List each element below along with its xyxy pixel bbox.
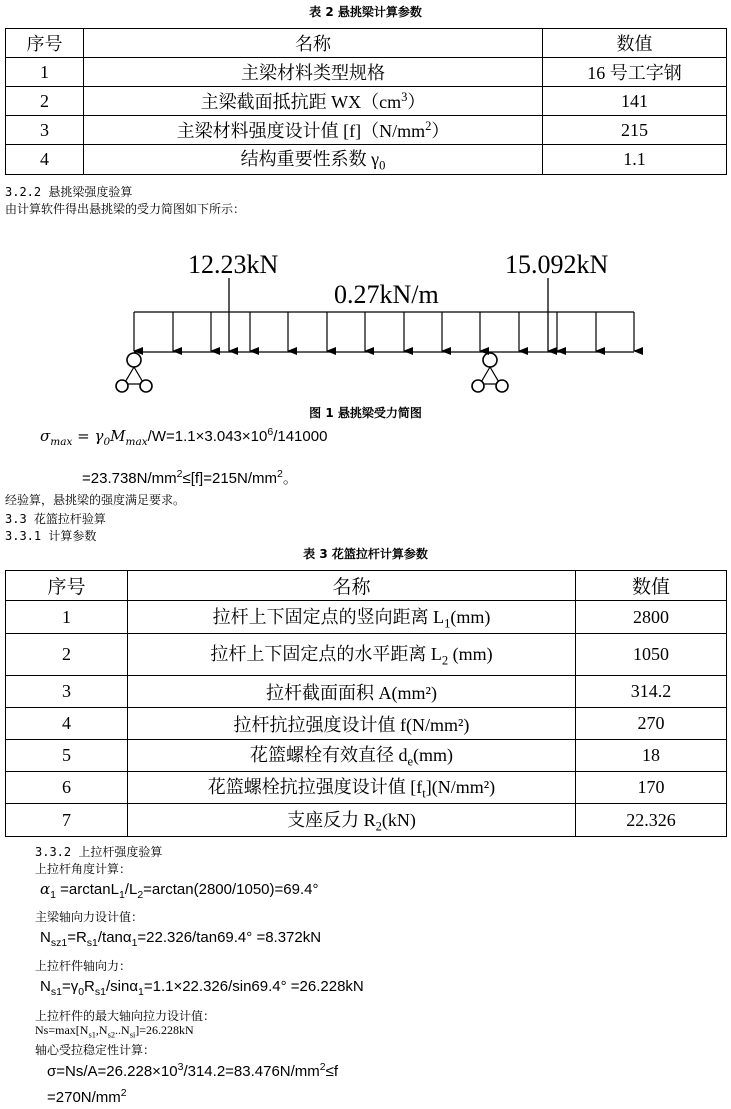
- stab-c: ≤f: [325, 1063, 339, 1080]
- angle-c-sub: 2: [137, 889, 144, 901]
- row-name-text: 主梁材料强度设计值 [f]（N/mm: [176, 121, 426, 141]
- rod-d-sub: 1: [138, 986, 144, 998]
- stab-line2: =270N/mm: [47, 1089, 121, 1106]
- rod-c-sub: s1: [94, 986, 106, 998]
- row-name-tail: (mm): [450, 606, 491, 627]
- max-formula: [35, 1023, 194, 1039]
- row-name: [128, 601, 576, 634]
- rod-c: R: [84, 978, 95, 995]
- axial-c-sub: 1: [131, 937, 138, 949]
- table-row: [6, 708, 727, 740]
- left-support: [116, 353, 152, 392]
- max-c-sub: si: [129, 1030, 136, 1040]
- max-c: ..N: [115, 1023, 130, 1037]
- rod-a-sub: s1: [50, 986, 62, 998]
- gamma-sub: 0: [103, 436, 111, 448]
- stress-result-sup2: 2: [277, 468, 283, 480]
- moment-symbol: M: [110, 427, 126, 445]
- row-name-tail: ）: [407, 92, 426, 112]
- row-name-text: 结构重要性系数 γ: [240, 149, 380, 169]
- axial-a: N: [40, 929, 51, 946]
- distributed-load-arrows: [134, 312, 634, 351]
- row-no: 2: [6, 87, 84, 116]
- row-no: 7: [6, 804, 128, 837]
- row-name-tail: ](N/mm²): [425, 777, 496, 798]
- row-name-sub: e: [407, 754, 414, 769]
- stability-formula: [47, 1061, 338, 1080]
- table2: [5, 28, 727, 175]
- header-name: 名称: [84, 29, 543, 58]
- stab-b-sup: 2: [319, 1061, 326, 1073]
- rod-d: /sinα: [105, 978, 138, 995]
- table-row: [6, 87, 727, 116]
- row-value: 16 号工字钢: [543, 58, 727, 87]
- rod-label: 上拉杆件轴向力：: [35, 959, 132, 973]
- rod-formula: [40, 978, 364, 998]
- row-name: 拉杆抗拉强度设计值 f(N/mm²): [128, 708, 576, 740]
- row-name: [84, 87, 543, 116]
- header-value: 数值: [543, 29, 727, 58]
- stress-pow: 6: [267, 426, 274, 438]
- stress-tail: /141000: [273, 428, 328, 445]
- row-name-text: 花篮螺栓抗拉强度设计值 [f: [207, 777, 423, 798]
- row-no: 3: [6, 676, 128, 708]
- row-no: 1: [6, 601, 128, 634]
- row-no: 4: [6, 145, 84, 175]
- header-value: 数值: [576, 571, 727, 601]
- row-no: 3: [6, 116, 84, 145]
- axial-label: 主梁轴向力设计值：: [35, 910, 144, 924]
- table-row: [6, 116, 727, 145]
- stress-result-a: =23.738N/mm: [82, 470, 177, 487]
- table-row: [6, 740, 727, 772]
- table-row: [6, 601, 727, 634]
- row-value: 170: [576, 772, 727, 804]
- row-name-text: 花篮螺栓有效直径 d: [249, 745, 408, 766]
- axial-a-sub: sz1: [50, 937, 68, 949]
- point-load-right-label: 15.092kN: [505, 250, 609, 279]
- table-row: [6, 804, 727, 837]
- stress-result-c: 。: [282, 470, 298, 487]
- table2-header-row: [6, 29, 727, 58]
- axial-c: /tanα: [97, 929, 132, 946]
- row-name-tail: (mm): [413, 745, 454, 766]
- row-name-text: 支座反力 R: [287, 809, 376, 830]
- rod-b-sub: 0: [78, 986, 85, 998]
- point-load-left-label: 12.23kN: [188, 250, 279, 279]
- header-no: 序号: [6, 571, 128, 601]
- row-name: 主梁材料类型规格: [84, 58, 543, 87]
- row-name: [84, 116, 543, 145]
- angle-b-sub: 1: [118, 889, 125, 901]
- max-b: ,N: [95, 1023, 108, 1037]
- alpha-sub: 1: [50, 889, 56, 901]
- sigma-sub: max: [50, 436, 73, 448]
- row-no: 6: [6, 772, 128, 804]
- sigma-symbol: σ: [40, 427, 51, 445]
- table-row: [6, 676, 727, 708]
- section-3-2-2: 3.2.2 悬挑梁强度验算: [5, 185, 133, 199]
- max-b-sub: s2: [107, 1030, 116, 1040]
- row-value: 22.326: [576, 804, 727, 837]
- row-name-text: 拉杆上下固定点的水平距离 L: [210, 644, 442, 665]
- row-name: [128, 634, 576, 676]
- row-name-tail: ）: [431, 121, 450, 141]
- table3-header-row: [6, 571, 727, 601]
- row-value: 215: [543, 116, 727, 145]
- section-3-3: 3.3 花篮拉杆验算: [5, 512, 106, 526]
- row-name: [128, 740, 576, 772]
- row-name-tail: (mm): [448, 644, 493, 665]
- stress-formula-line1: [40, 426, 327, 448]
- row-name-tail: (kN): [381, 809, 416, 830]
- row-value: 18: [576, 740, 727, 772]
- beam-load-diagram: [0, 240, 731, 400]
- rod-b: =γ: [61, 978, 79, 995]
- stress-formula-line2: [82, 467, 298, 488]
- stab-b: /314.2=83.476N/mm: [183, 1063, 320, 1080]
- axial-formula: [40, 929, 321, 949]
- angle-b: =arctanL: [55, 881, 119, 898]
- row-name: [84, 145, 543, 175]
- row-no: 1: [6, 58, 84, 87]
- stab-a-sup: 3: [177, 1061, 184, 1073]
- row-name: [128, 772, 576, 804]
- table-row: [6, 145, 727, 175]
- row-no: 4: [6, 708, 128, 740]
- angle-d: =arctan(2800/1050)=69.4°: [143, 881, 319, 898]
- angle-formula: [40, 880, 318, 901]
- stress-rest: /W=1.1×3.043×10: [147, 428, 268, 445]
- row-value: 1.1: [543, 145, 727, 175]
- row-value: 270: [576, 708, 727, 740]
- eq-part: = γ: [72, 427, 104, 445]
- stab-line2-sup: 2: [120, 1087, 127, 1099]
- stability-label: 轴心受拉稳定性计算：: [35, 1043, 156, 1057]
- moment-sub: max: [125, 436, 148, 448]
- row-name-sup: 3: [401, 90, 408, 104]
- row-name-sub: 0: [379, 158, 386, 173]
- row-no: 5: [6, 740, 128, 772]
- section-3-3-1: 3.3.1 计算参数: [5, 529, 97, 543]
- intro-3-2-2: 由计算软件得出悬挑梁的受力简图如下所示：: [5, 202, 246, 216]
- max-label: 上拉杆件的最大轴向拉力设计值：: [35, 1009, 216, 1023]
- header-name: 名称: [128, 571, 576, 601]
- table-row: [6, 634, 727, 676]
- axial-b-sub: s1: [86, 937, 98, 949]
- axial-b: =R: [67, 929, 87, 946]
- alpha-symbol: α: [40, 880, 51, 898]
- stress-result-b: ≤[f]=215N/mm: [182, 470, 277, 487]
- right-support: [472, 353, 508, 392]
- table3: [5, 570, 727, 837]
- header-no: 序号: [6, 29, 84, 58]
- angle-c: /L: [124, 881, 138, 898]
- stability-formula-line2: [47, 1087, 127, 1106]
- table2-caption: 表 2 悬挑梁计算参数: [309, 5, 422, 19]
- max-a-sub: s1: [88, 1030, 96, 1040]
- row-name-sub: 1: [444, 616, 451, 631]
- row-name: 拉杆截面面积 A(mm²): [128, 676, 576, 708]
- row-value: 141: [543, 87, 727, 116]
- row-name-sub: t: [422, 786, 426, 801]
- angle-label: 上拉杆角度计算：: [35, 862, 132, 876]
- row-value: 314.2: [576, 676, 727, 708]
- table-row: [6, 58, 727, 87]
- distributed-load-label: 0.27kN/m: [334, 280, 439, 309]
- rod-a: N: [40, 978, 51, 995]
- table3-caption: 表 3 花篮拉杆计算参数: [303, 547, 428, 561]
- row-name-text: 主梁截面抵抗距 WX（cm: [200, 92, 402, 112]
- axial-d: =22.326/tan69.4° =8.372kN: [137, 929, 322, 946]
- max-d: ]=26.228kN: [135, 1023, 194, 1037]
- row-name-text: 拉杆上下固定点的竖向距离 L: [212, 606, 445, 627]
- stab-a: σ=Ns/A=26.228×10: [47, 1063, 178, 1080]
- stress-result-sup: 2: [176, 468, 183, 480]
- rod-e: =1.1×22.326/sin69.4° =26.228kN: [143, 978, 364, 995]
- row-value: 2800: [576, 601, 727, 634]
- figure1-caption: 图 1 悬挑梁受力简图: [309, 406, 422, 420]
- max-a: Ns=max[N: [35, 1023, 89, 1037]
- row-name-sup: 2: [425, 119, 432, 133]
- row-name-sub: 2: [441, 653, 449, 668]
- row-name-sub: 2: [375, 819, 382, 834]
- row-value: 1050: [576, 634, 727, 676]
- table-row: [6, 772, 727, 804]
- section-3-3-2: 3.3.2 上拉杆强度验算: [35, 845, 163, 859]
- conclusion-3-2-2: 经验算，悬挑梁的强度满足要求。: [5, 493, 186, 507]
- row-no: 2: [6, 634, 128, 676]
- row-name: [128, 804, 576, 837]
